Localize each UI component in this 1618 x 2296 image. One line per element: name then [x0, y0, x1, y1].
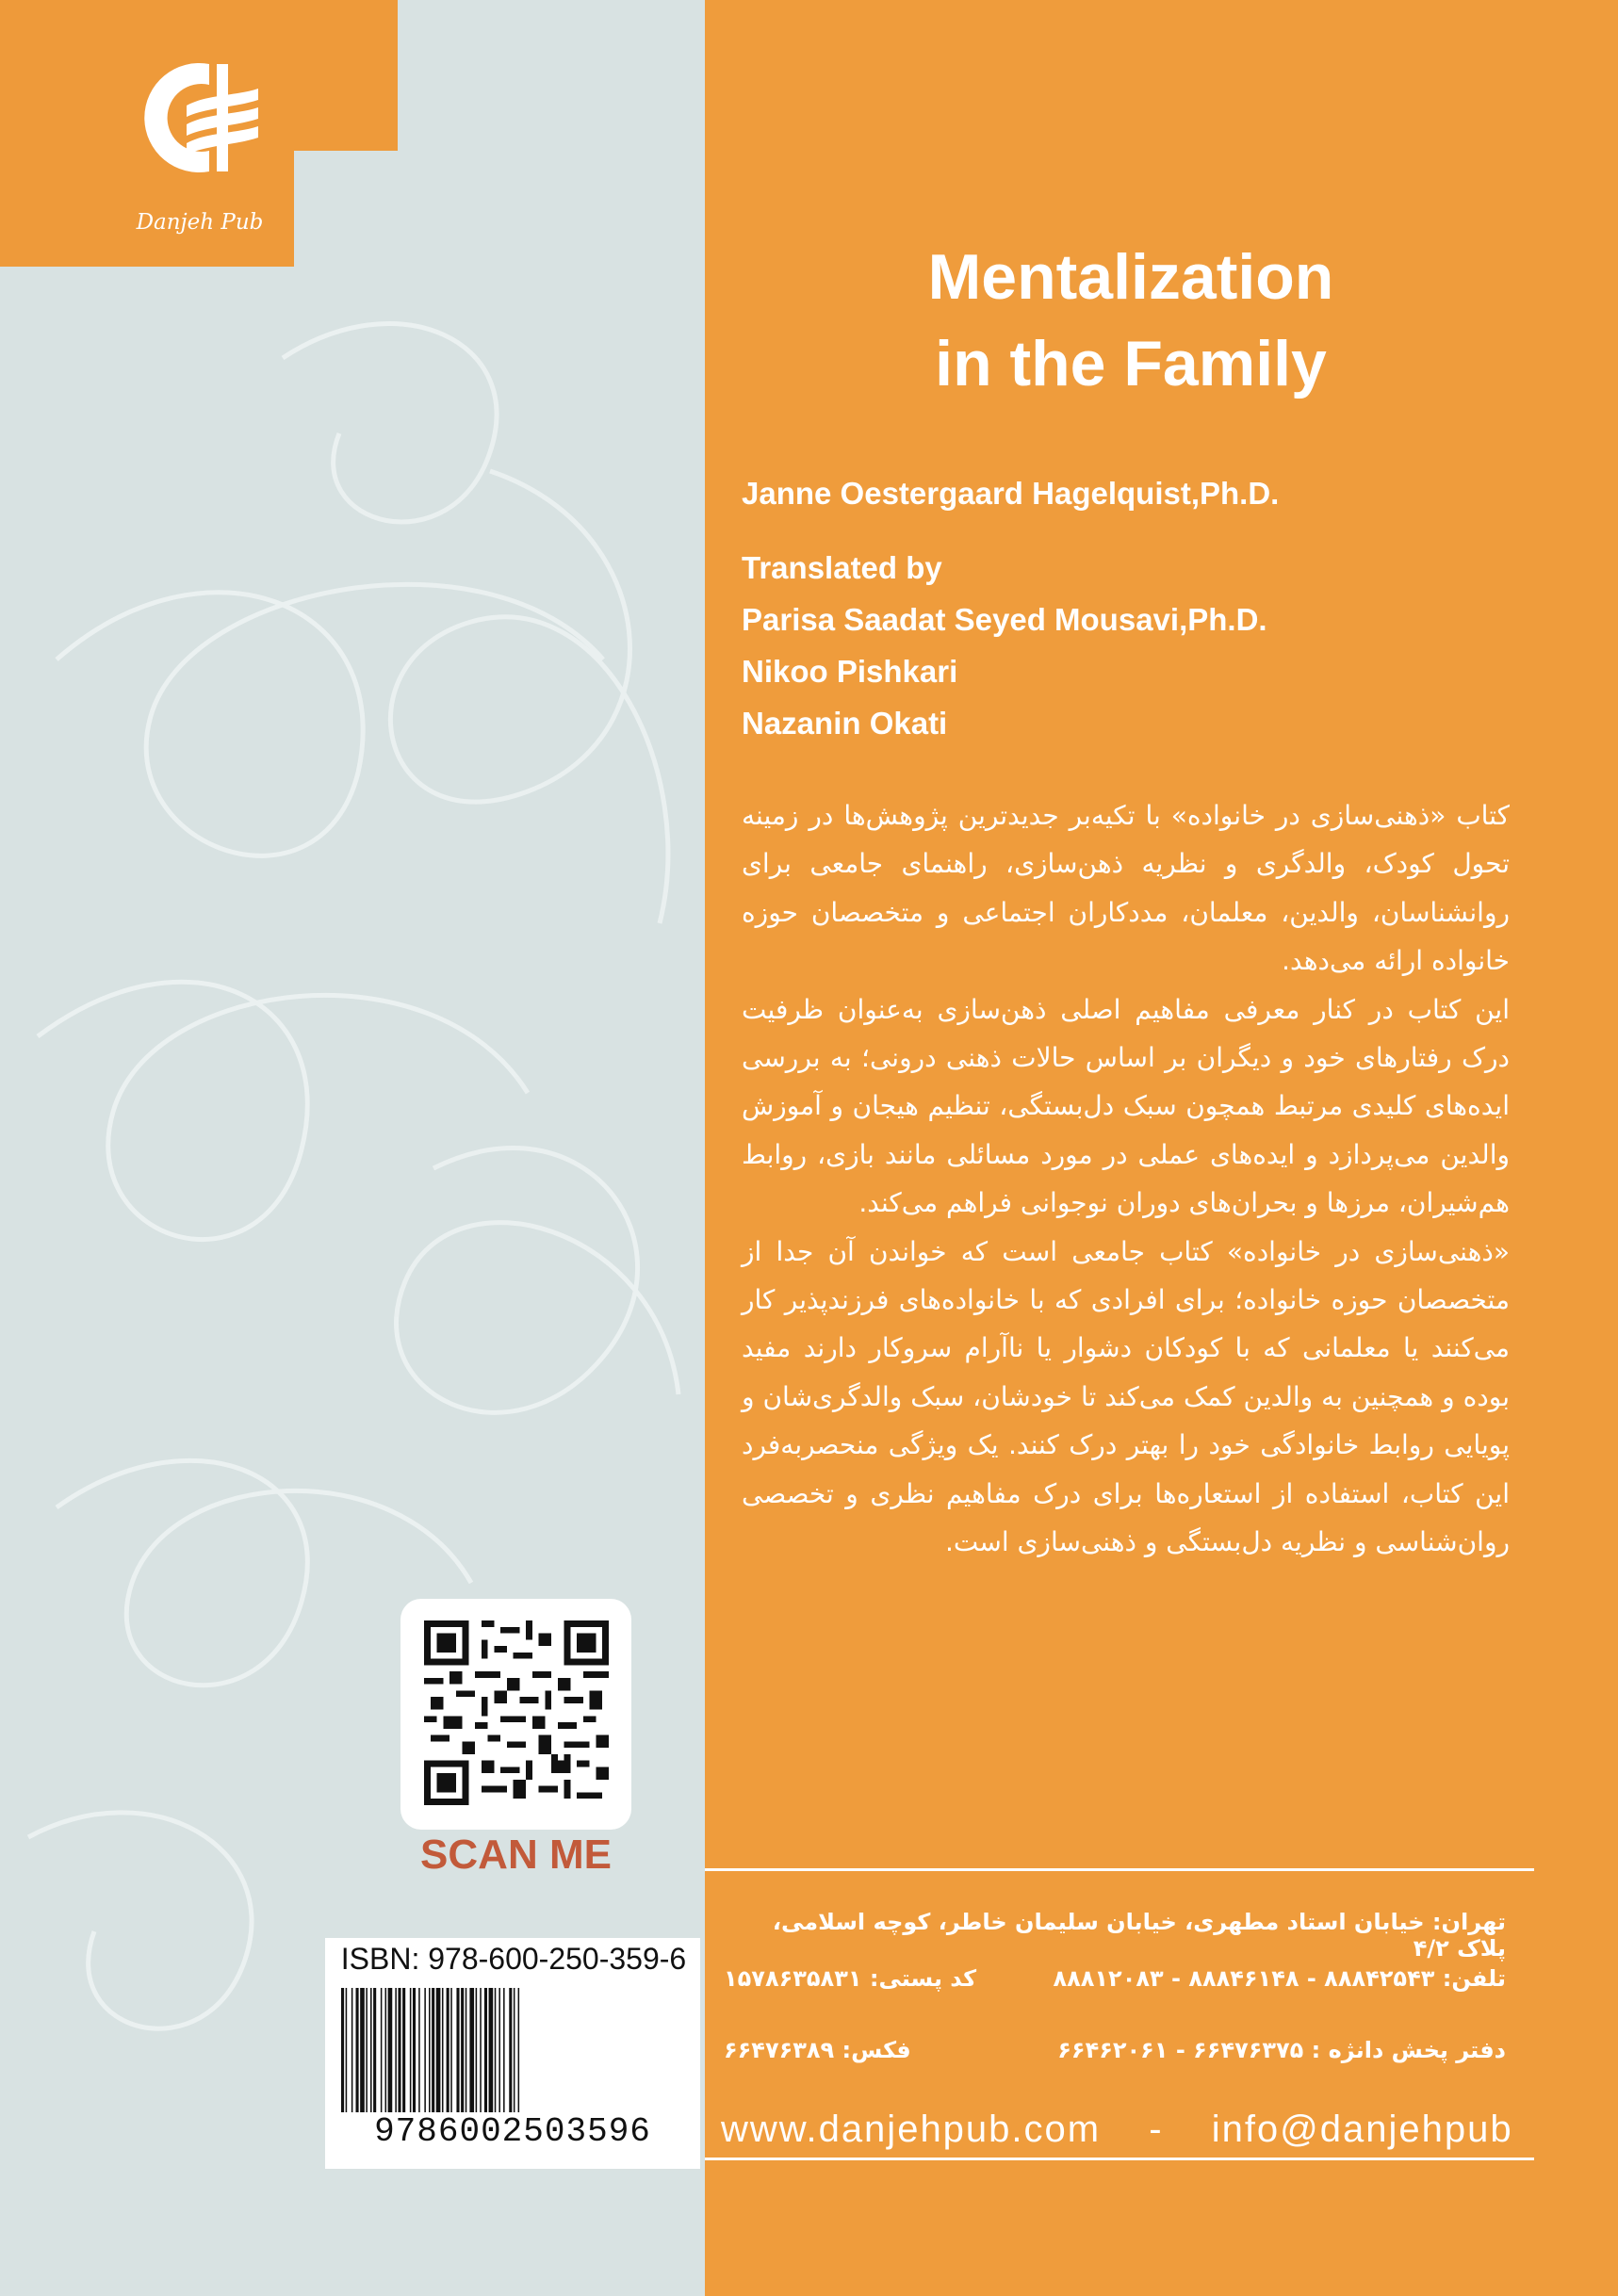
- credits: [742, 476, 1552, 749]
- scan-me-label: SCAN ME: [420, 1832, 612, 1878]
- address-row: [724, 1909, 1506, 1962]
- fax: فکس: ۶۶۴۷۶۳۸۹: [724, 2037, 911, 2063]
- phone-row: [724, 1965, 1506, 2003]
- postal-code: کد پستی: ۱۵۷۸۶۳۵۸۳۱: [724, 1965, 977, 1992]
- description-paragraph: «ذهنی‌سازی در خانواده» کتاب جامعی است که خواندن آن جدا از متخصصان حوزه خانواده؛ برای افرادی که با خانواده‌های فرزندپذیر کار می‌کنند یا معلمانی که با کودکان دشوار یا ناآرام سروکار دارند مفید بوده و همچنین به والدین کمک می‌کند تا خودشان، سبک والدگری‌شان و پویایی روابط خانوادگی خود را بهتر درک کنند. یک ویژگی منحصربه‌فرد این کتاب، استفاده از استعاره‌ها برای درک مفاهیم نظری و تخصصی روان‌شناسی و نظریه دل‌بستگی و ذهنی‌سازی است.: [742, 1235, 1510, 1558]
- title-line-2: in the Family: [935, 328, 1327, 399]
- publisher-name: Danjeh Pub: [136, 210, 264, 235]
- phone: تلفن: ۸۸۸۴۲۵۴۳ - ۸۸۸۴۶۱۴۸ - ۸۸۸۱۲۰۸۳: [1053, 1965, 1506, 1992]
- isbn-text: ISBN: 978-600-250-359-6: [340, 1942, 687, 1976]
- translated-by-label: Translated by: [742, 550, 942, 585]
- separator: -: [1149, 2109, 1164, 2150]
- description-paragraph: کتاب «ذهنی‌سازی در خانواده» با تکیه‌بر جدیدترین پژوهش‌ها در زمینه تحول کودک، والدگری و نظریه ذهن‌سازی، راهنمای جامعی برای روانشناسان، والدین، معلمان، مددکاران اجتماعی و متخصصان حوزه خانواده ارائه می‌دهد.: [742, 800, 1510, 977]
- branch-row: [724, 2037, 1506, 2075]
- email-link[interactable]: info@danjehpub: [1211, 2109, 1513, 2150]
- branch-office: دفتر پخش دانژه : ۶۶۴۷۶۳۷۵ - ۶۶۴۶۲۰۶۱: [1057, 2037, 1506, 2063]
- translator-name: Nikoo Pishkari: [742, 654, 958, 689]
- barcode-digits: 9786002503596: [374, 2112, 651, 2151]
- address: تهران: خیابان استاد مطهری، خیابان سلیمان خاطر، کوچه اسلامی، پلاک ۴/۲: [772, 1909, 1506, 1962]
- book-title: [716, 234, 1545, 407]
- website-link[interactable]: www.danjehpub.com: [721, 2109, 1102, 2150]
- book-description: [742, 791, 1510, 1567]
- qr-code-icon[interactable]: [424, 1620, 609, 1805]
- translator-name: Nazanin Okati: [742, 706, 948, 741]
- publisher-logo: [141, 57, 264, 179]
- description-paragraph: این کتاب در کنار معرفی مفاهیم اصلی ذهن‌سازی به‌عنوان ظرفیت درک رفتارهای خود و دیگران بر اساس حالات ذهنی درونی؛ به بررسی ایده‌های کلیدی مرتبط همچون سبک دل‌بستگی، تنظیم هیجان و آموزش والدین می‌پردازد و ایده‌های عملی در مورد مسائلی مانند بازی، روابط هم‌شیران، مرزها و بحران‌های دوران نوجوانی فراهم می‌کند.: [742, 993, 1510, 1219]
- title-line-1: Mentalization: [927, 241, 1334, 313]
- web-row: [721, 2109, 1541, 2151]
- translator-name: Parisa Saadat Seyed Mousavi,Ph.D.: [742, 602, 1267, 637]
- barcode-icon: [337, 1988, 677, 2112]
- author-name: Janne Oestergaard Hagelquist,Ph.D.: [742, 476, 1280, 511]
